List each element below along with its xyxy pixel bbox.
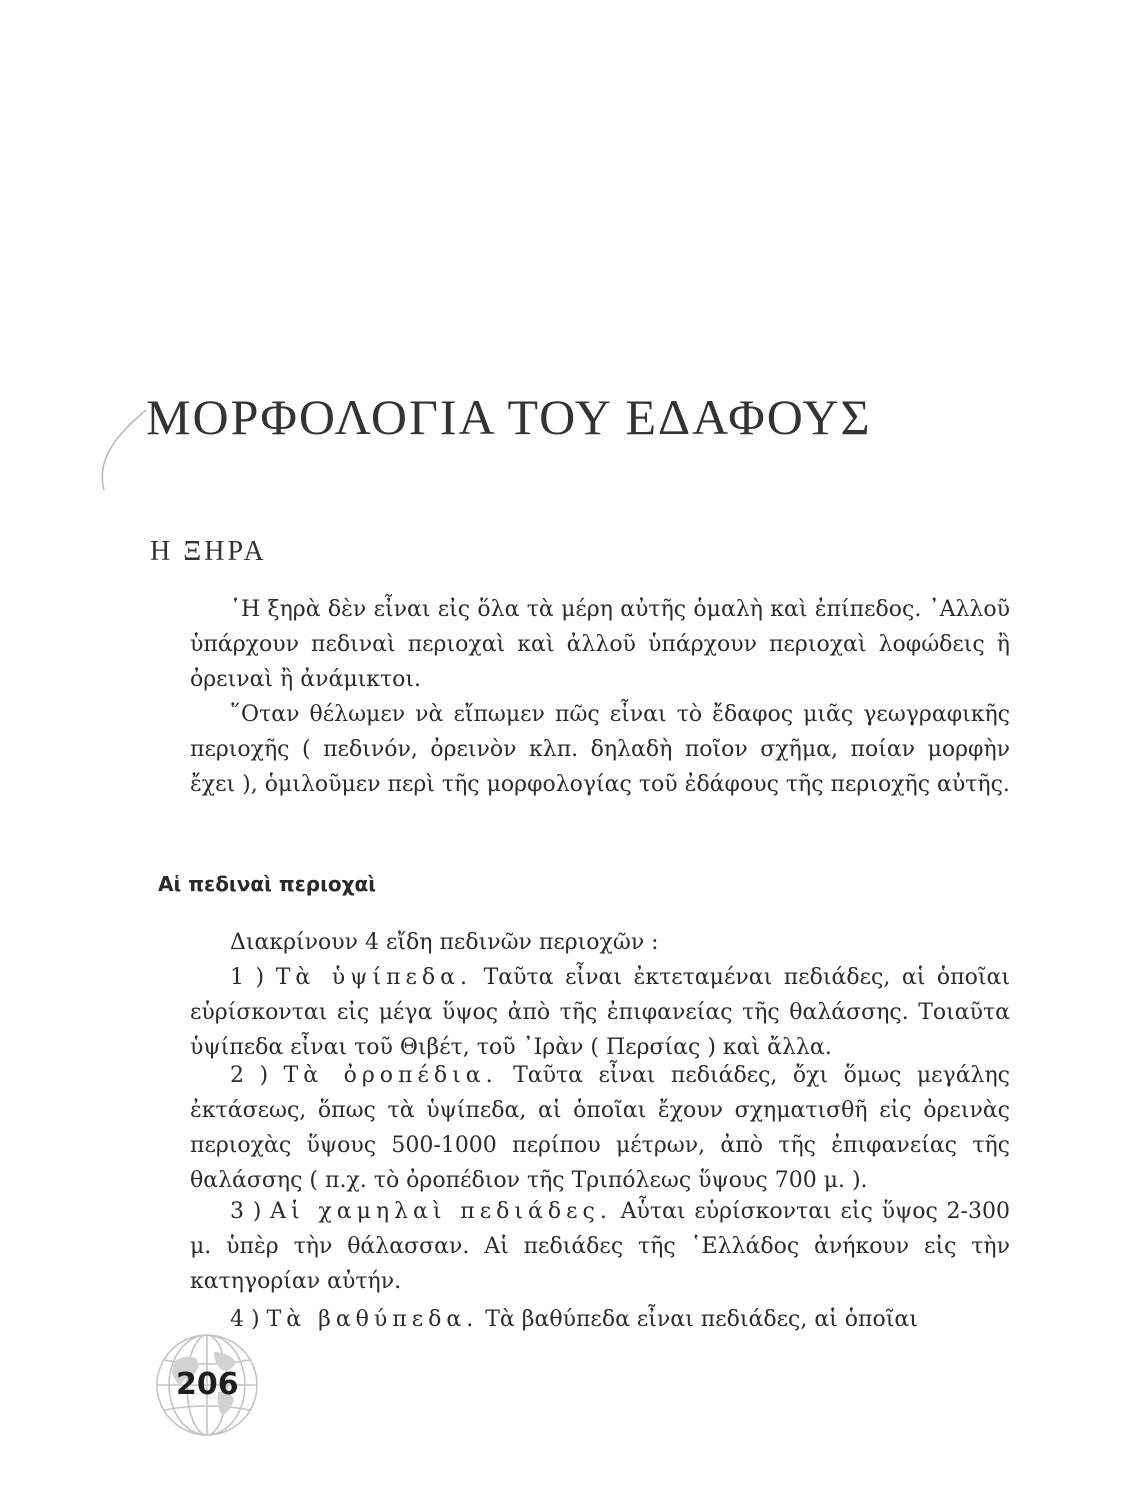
item-number: 2 )	[230, 1063, 284, 1088]
item-number: 1 )	[230, 965, 276, 990]
item-term: Αἱ χαμηλαὶ πεδιάδες.	[270, 1199, 612, 1224]
list-item	[190, 1302, 1010, 1337]
item-text: Τὰ βαθύπεδα εἶναι πεδιάδες, αἱ ὁποῖαι	[478, 1307, 918, 1332]
item-text: Ταῦτα εἶναι πεδιάδες, ὄχι ὅμως μεγάλης ἐκτάσεως, ὅπως τὰ ὑψίπεδα, αἱ ὁποῖαι ἔχουν σχηματισθῆ εἰς ὀρεινὰς περιοχὰς ὕψους 500-1000 περίπου μέτρων, ἀπὸ τῆς ἐπιφανείας τῆς θαλάσσης ( π.χ. τὸ ὀροπέδιον τῆς Τριπόλεως ὕψους 700 μ. ).	[190, 1063, 1011, 1193]
list-item	[190, 960, 1010, 1065]
item-number: 4 )	[230, 1307, 267, 1332]
item-number: 3 )	[230, 1199, 271, 1224]
subheading-plains: Αἱ πεδιναὶ περιοχαὶ	[158, 872, 377, 896]
item-text: Ταῦτα εἶναι ἐκτεταμέναι πεδιάδες, αἱ ὁποῖαι εὑρίσκονται εἰς μέγα ὕψος ἀπὸ τῆς ἐπιφανείας τῆς θαλάσσης. Τοιαῦτα ὑψίπεδα εἶναι τοῦ Θιβέτ, τοῦ ᾿Ιρὰν ( Περσίας ) καὶ ἄλλα.	[190, 965, 1010, 1060]
lead-sentence: Διακρίνουν 4 εἴδη πεδινῶν περιοχῶν :	[230, 930, 659, 955]
list-item	[190, 1058, 1010, 1198]
item-text: Αὗται εὑρίσκονται εἰς ὕψος 2-300 μ. ὑπὲρ τὴν θάλασσαν. Αἱ πεδιάδες τῆς ῾Ελλάδος ἀνήκουν εἰς τὴν κατηγορίαν αὐτήν.	[190, 1199, 1010, 1294]
item-term: Τὰ ὀροπέδια.	[283, 1063, 498, 1088]
page-title: ΜΟΡΦΟΛΟΓΙΑ ΤΟΥ ΕΔΑΦΟΥΣ	[146, 389, 872, 445]
section-heading: Η ΞΗΡΑ	[150, 536, 267, 567]
intro-paragraph-1: ῾Η ξηρὰ δὲν εἶναι εἰς ὅλα τὰ μέρη αὐτῆς ὁμαλὴ καὶ ἐπίπεδος. ᾿Αλλοῦ ὑπάρχουν πεδιναὶ περιοχαὶ καὶ ἀλλοῦ ὑπάρχουν περιοχαὶ λοφώδεις ἢ ὀρειναὶ ἢ ἀνάμικτοι.	[190, 597, 1010, 692]
intro-paragraph-2: ῞Οταν θέλωμεν νὰ εἴπωμεν πῶς εἶναι τὸ ἔδαφος μιᾶς γεωγραφικῆς περιοχῆς ( πεδινόν, ὀρεινὸν κλπ. δηλαδὴ ποῖον σχῆμα, ποίαν μορφὴν ἔχει ), ὁμιλοῦμεν περὶ τῆς μορφολογίας τοῦ ἐδάφους τῆς περιοχῆς αὐτῆς.	[190, 702, 1010, 797]
list-item	[190, 1194, 1010, 1299]
page-number: 206	[176, 1367, 239, 1402]
item-term: Τὰ βαθύπεδα.	[266, 1307, 479, 1332]
item-term: Τὰ ὑψίπεδα.	[275, 965, 473, 990]
